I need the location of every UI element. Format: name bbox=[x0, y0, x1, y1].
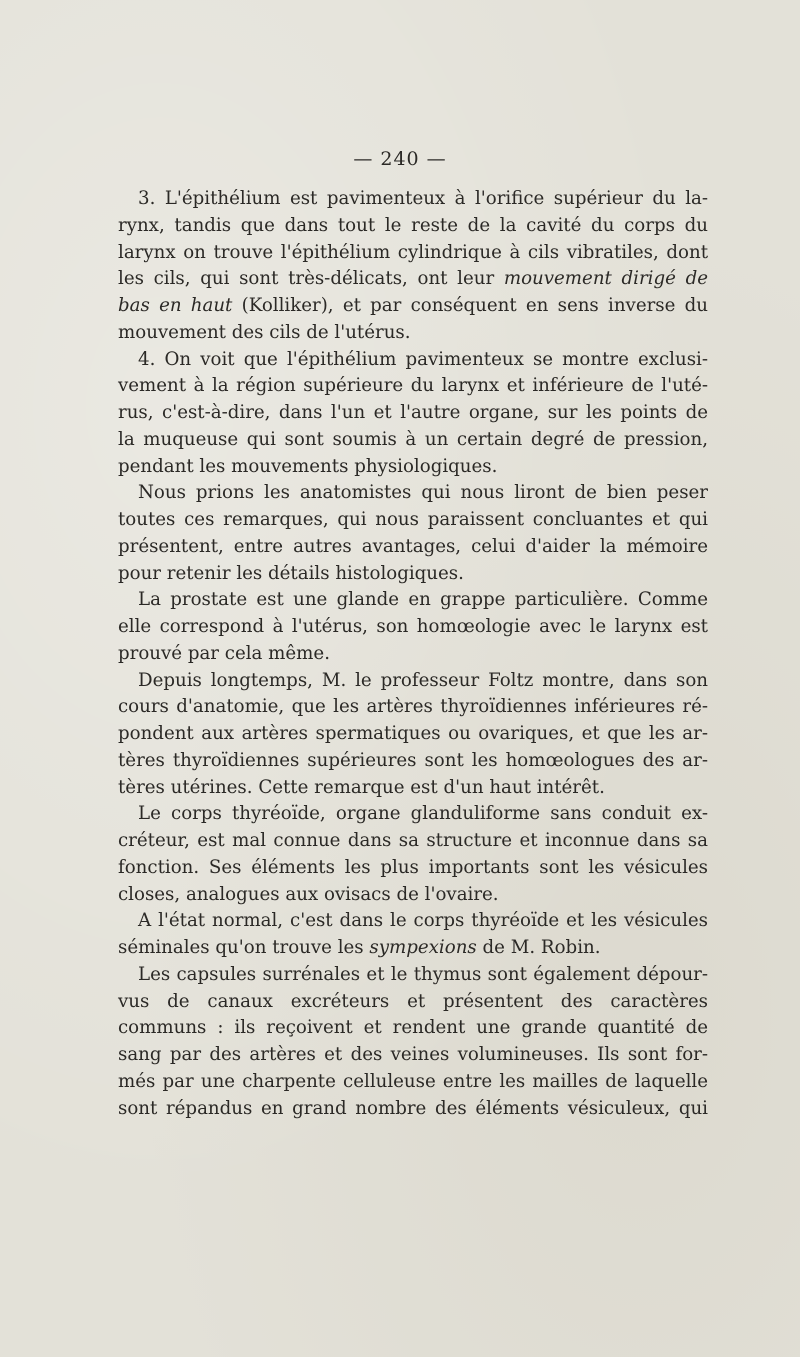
text-line bbox=[118, 641, 708, 667]
text-line bbox=[118, 213, 708, 239]
text-line-segment: pondent aux artères spermatiques ou ovariques, et que les ar- bbox=[118, 723, 708, 744]
text-line bbox=[138, 801, 708, 827]
text-line bbox=[138, 480, 708, 506]
text-line-segment: communs : ils reçoivent et rendent une grande quantité de bbox=[118, 1017, 708, 1039]
italic-emphasis: sympexions bbox=[369, 937, 477, 958]
text-line-segment: cours d'anatomie, que les artères thyroïdiennes inférieures ré- bbox=[118, 696, 708, 718]
text-line-segment: toutes ces remarques, qui nous paraissent concluantes et qui bbox=[118, 509, 708, 530]
text-line-segment: més par une charpente celluleuse entre les mailles de laquelle bbox=[118, 1070, 708, 1092]
text-line-segment: Depuis longtemps, M. le professeur Foltz montre, dans son bbox=[138, 669, 708, 691]
text-line-segment: de M. Robin. bbox=[476, 937, 601, 958]
text-line bbox=[118, 320, 708, 346]
text-line bbox=[118, 400, 708, 426]
italic-emphasis: bas en haut bbox=[118, 295, 233, 316]
text-line bbox=[118, 1015, 708, 1041]
text-line bbox=[118, 855, 708, 881]
text-line bbox=[118, 748, 708, 774]
text-line-segment: sont répandus en grand nombre des éléments vésiculeux, qui bbox=[118, 1097, 708, 1119]
page-number: — 240 — bbox=[353, 148, 447, 170]
text-line-segment: (Kolliker), et par conséquent en sens inverse du bbox=[232, 295, 708, 316]
text-line bbox=[118, 694, 708, 720]
text-line-segment: closes, analogues aux ovisacs de l'ovaire. bbox=[118, 883, 499, 905]
text-line bbox=[118, 828, 708, 854]
text-line bbox=[118, 266, 708, 292]
text-line bbox=[138, 908, 708, 934]
text-line-segment: séminales qu'on trouve les bbox=[118, 937, 370, 958]
text-line bbox=[138, 587, 708, 613]
text-line-segment: elle correspond à l'utérus, son homœologie avec le larynx est bbox=[118, 616, 708, 637]
text-line bbox=[138, 962, 708, 988]
text-line bbox=[118, 882, 708, 908]
text-line bbox=[118, 1042, 708, 1068]
text-line-segment: pendant les mouvements physiologiques. bbox=[118, 455, 498, 477]
text-line-segment: vus de canaux excréteurs et présentent des caractères bbox=[118, 990, 708, 1012]
text-line bbox=[138, 668, 708, 694]
text-line bbox=[118, 507, 708, 533]
text-line-segment: tères utérines. Cette remarque est d'un haut intérêt. bbox=[118, 776, 605, 798]
text-line-segment: vement à la région supérieure du larynx et inférieure de l'uté- bbox=[118, 375, 708, 397]
text-line bbox=[118, 935, 708, 961]
text-line bbox=[118, 989, 708, 1015]
text-line-segment: mouvement des cils de l'utérus. bbox=[118, 321, 411, 343]
text-line bbox=[118, 775, 708, 801]
text-line-segment: Le corps thyréoïde, organe glanduliforme sans conduit ex- bbox=[138, 803, 708, 825]
text-line-segment: sang par des artères et des veines volumineuses. Ils sont for- bbox=[118, 1044, 708, 1065]
text-line bbox=[118, 454, 708, 480]
text-line-segment: larynx on trouve l'épithélium cylindrique à cils vibratiles, dont bbox=[118, 241, 708, 263]
text-line-segment: pour retenir les détails histologiques. bbox=[118, 562, 464, 584]
text-line-segment: la muqueuse qui sont soumis à un certain degré de pression, bbox=[118, 428, 708, 450]
text-line bbox=[138, 186, 708, 212]
text-line-segment: 4. On voit que l'épithélium pavimenteux se montre exclusi- bbox=[138, 348, 708, 370]
text-line-segment: Nous prions les anatomistes qui nous liront de bien peser bbox=[138, 482, 708, 504]
text-line bbox=[118, 427, 708, 453]
text-line-segment: tères thyroïdiennes supérieures sont les homœologues des ar- bbox=[118, 749, 708, 771]
text-line bbox=[118, 614, 708, 640]
text-line bbox=[118, 534, 708, 560]
text-line bbox=[118, 1096, 708, 1122]
text-line-segment: prouvé par cela même. bbox=[118, 642, 330, 664]
text-line-segment: créteur, est mal connue dans sa structure et inconnue dans sa bbox=[118, 830, 708, 851]
text-line bbox=[118, 1069, 708, 1095]
text-line bbox=[118, 293, 708, 319]
text-line-segment: rynx, tandis que dans tout le reste de la cavité du corps du bbox=[118, 214, 708, 236]
text-line bbox=[138, 347, 708, 373]
text-line-segment: présentent, entre autres avantages, celui d'aider la mémoire bbox=[118, 535, 708, 557]
text-line-segment: A l'état normal, c'est dans le corps thyréoïde et les vésicules bbox=[138, 910, 708, 932]
text-line-segment: 3. L'épithélium est pavimenteux à l'orifice supérieur du la- bbox=[138, 188, 708, 209]
text-line-segment: La prostate est une glande en grappe particulière. Comme bbox=[138, 589, 708, 611]
text-line bbox=[118, 373, 708, 399]
text-line-segment: rus, c'est-à-dire, dans l'un et l'autre organe, sur les points de bbox=[118, 402, 708, 423]
text-line-segment: les cils, qui sont très-délicats, ont leur bbox=[118, 268, 504, 290]
italic-emphasis: mouvement dirigé de bbox=[503, 268, 708, 290]
text-line bbox=[118, 561, 708, 587]
text-line bbox=[118, 721, 708, 747]
text-line bbox=[118, 240, 708, 266]
text-line-segment: fonction. Ses éléments les plus importants sont les vésicules bbox=[118, 856, 708, 878]
text-line-segment: Les capsules surrénales et le thymus sont également dépour- bbox=[138, 963, 708, 985]
